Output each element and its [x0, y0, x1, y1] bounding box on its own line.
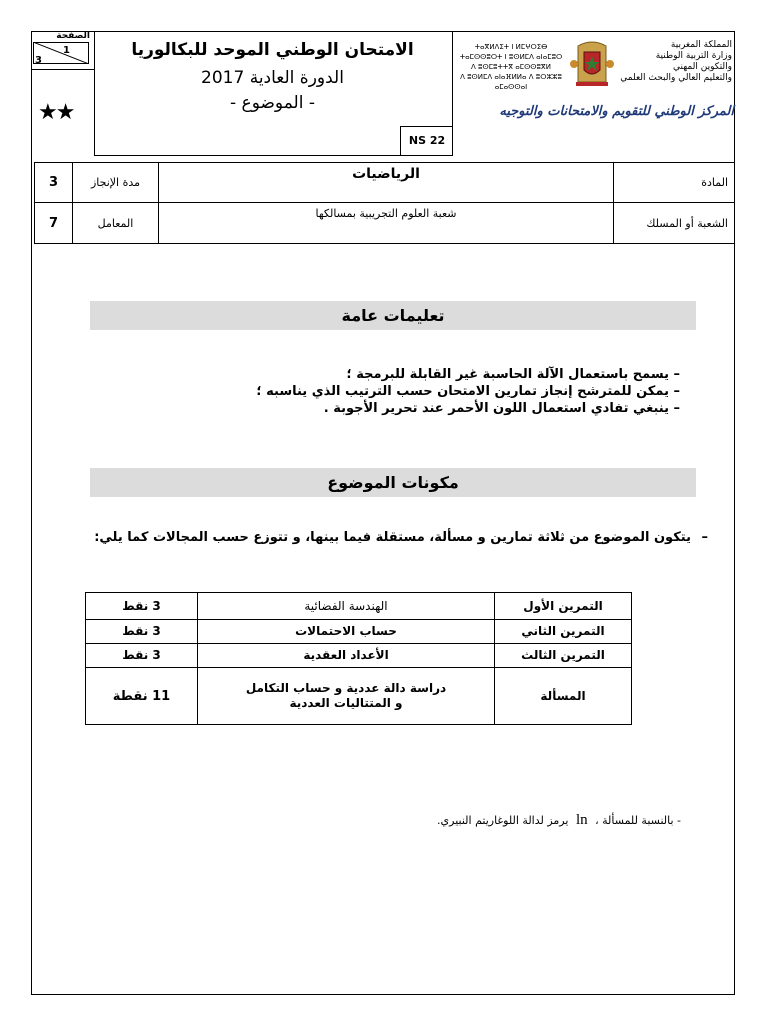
tifinagh-line: ⵜⴰⵎⵙⵙⵓⵔⵜ ⵏ ⵓⵙⵍⵎⴷ ⴰⵏⴰⵎⵓⵔ	[459, 53, 563, 61]
exercise-topic: دراسة دالة عددية و حساب التكامل	[245, 681, 447, 695]
table-row	[86, 593, 632, 620]
exercise-topic-line2: و المتتاليات العددية	[289, 696, 403, 710]
tifinagh-ministry-text	[456, 42, 566, 92]
ministry-line: المملكة المغربية	[670, 40, 732, 50]
moroccan-emblem-icon	[570, 36, 614, 88]
tifinagh-line: ⴷ ⵓⵙⵎⵓⵜⵜⴳ ⴰⵎⵙⵙⵓⴳⵍ	[471, 63, 551, 71]
instructions-heading: تعليمات عامة	[90, 301, 696, 330]
exercise-points: 11 نقطة	[86, 668, 198, 725]
ministry-line: وزارة التربية الوطنية	[655, 51, 732, 61]
exam-title: الامتحان الوطني الموحد للبكالوريا	[131, 40, 414, 60]
exercise-name: التمرين الثالث	[495, 644, 632, 668]
components-intro: – يتكون الموضوع من ثلاثة تمارين و مسألة، مستقلة فيما بينها، و تتوزع حسب المجالات كما يلي:	[28, 530, 708, 545]
ministry-line: والتعليم العالي والبحث العلمي	[620, 73, 732, 83]
exercise-name: المسألة	[495, 668, 632, 725]
page-total: 3	[35, 55, 42, 66]
exercises-table	[85, 592, 632, 725]
ministry-name	[620, 40, 732, 84]
track-value: شعبة العلوم التجريبية بمسالكها	[159, 203, 614, 244]
ministry-line: والتكوين المهني	[673, 62, 732, 72]
tifinagh-line: ⴷ ⵓⵙⵍⵎⴷ ⴰⵏⴰⴼⵍⵍⴰ ⴷ ⵓⵔⵣⵣⵓ ⴰⵎⴰⵙⵙⴰⵏ	[460, 73, 562, 91]
table-row	[86, 620, 632, 644]
table-row	[86, 644, 632, 668]
instruction-item: – يمكن للمترشح إنجاز تمارين الامتحان حسب الترتيب الذي يناسبه ؛	[160, 383, 680, 400]
page-current: 1	[63, 45, 70, 56]
info-row	[35, 203, 735, 244]
info-row	[35, 163, 735, 203]
coefficient-value: 7	[35, 203, 73, 244]
exercise-points: 3 نقط	[86, 620, 198, 644]
exam-session: الدورة العادية 2017	[201, 68, 344, 88]
exercise-points: 3 نقط	[86, 644, 198, 668]
duration-value: 3	[35, 163, 73, 203]
instructions-list	[160, 366, 680, 417]
table-row	[86, 668, 632, 725]
exam-code: NS 22	[400, 126, 453, 156]
exam-info-table	[34, 162, 735, 244]
ln-note-after: يرمز لدالة اللوغاريتم النبيري.	[437, 814, 569, 827]
exam-subtitle: - الموضوع -	[230, 93, 315, 113]
page-label: الصفحة	[56, 31, 90, 41]
ln-symbol: ln	[575, 812, 588, 828]
exercise-name: التمرين الثاني	[495, 620, 632, 644]
duration-label: مدة الإنجاز	[73, 163, 159, 203]
tifinagh-line: ⵜⴰⴳⵍⴷⵉⵜ ⵏ ⵍⵎⵖⵔⵉⴱ	[474, 43, 548, 51]
subject-value: الرياضيات	[159, 163, 614, 203]
difficulty-stars: ★★	[38, 100, 74, 125]
exercise-topic-cell	[198, 668, 495, 725]
subject-label: المادة	[614, 163, 735, 203]
track-label: الشعبة أو المسلك	[614, 203, 735, 244]
page-number-box	[31, 31, 95, 70]
exercise-points: 3 نقط	[86, 593, 198, 620]
ln-note-before: - بالنسبة للمسألة ،	[595, 814, 681, 827]
ln-note	[437, 812, 681, 829]
components-heading: مكونات الموضوع	[90, 468, 696, 497]
exercise-topic: الهندسة الفضائية	[198, 593, 495, 620]
instruction-item: – يسمح باستعمال الآلة الحاسبة غير القابلة للبرمجة ؛	[160, 366, 680, 383]
exercise-topic: حساب الاحتمالات	[198, 620, 495, 644]
instruction-item: – ينبغي تفادي استعمال اللون الأحمر عند تحرير الأجوبة .	[160, 400, 680, 417]
coefficient-label: المعامل	[73, 203, 159, 244]
exercise-topic: الأعداد العقدية	[198, 644, 495, 668]
national-center-name: المركز الوطني للتقويم والامتحانات والتوجيه	[499, 104, 734, 119]
exercise-name: التمرين الأول	[495, 593, 632, 620]
